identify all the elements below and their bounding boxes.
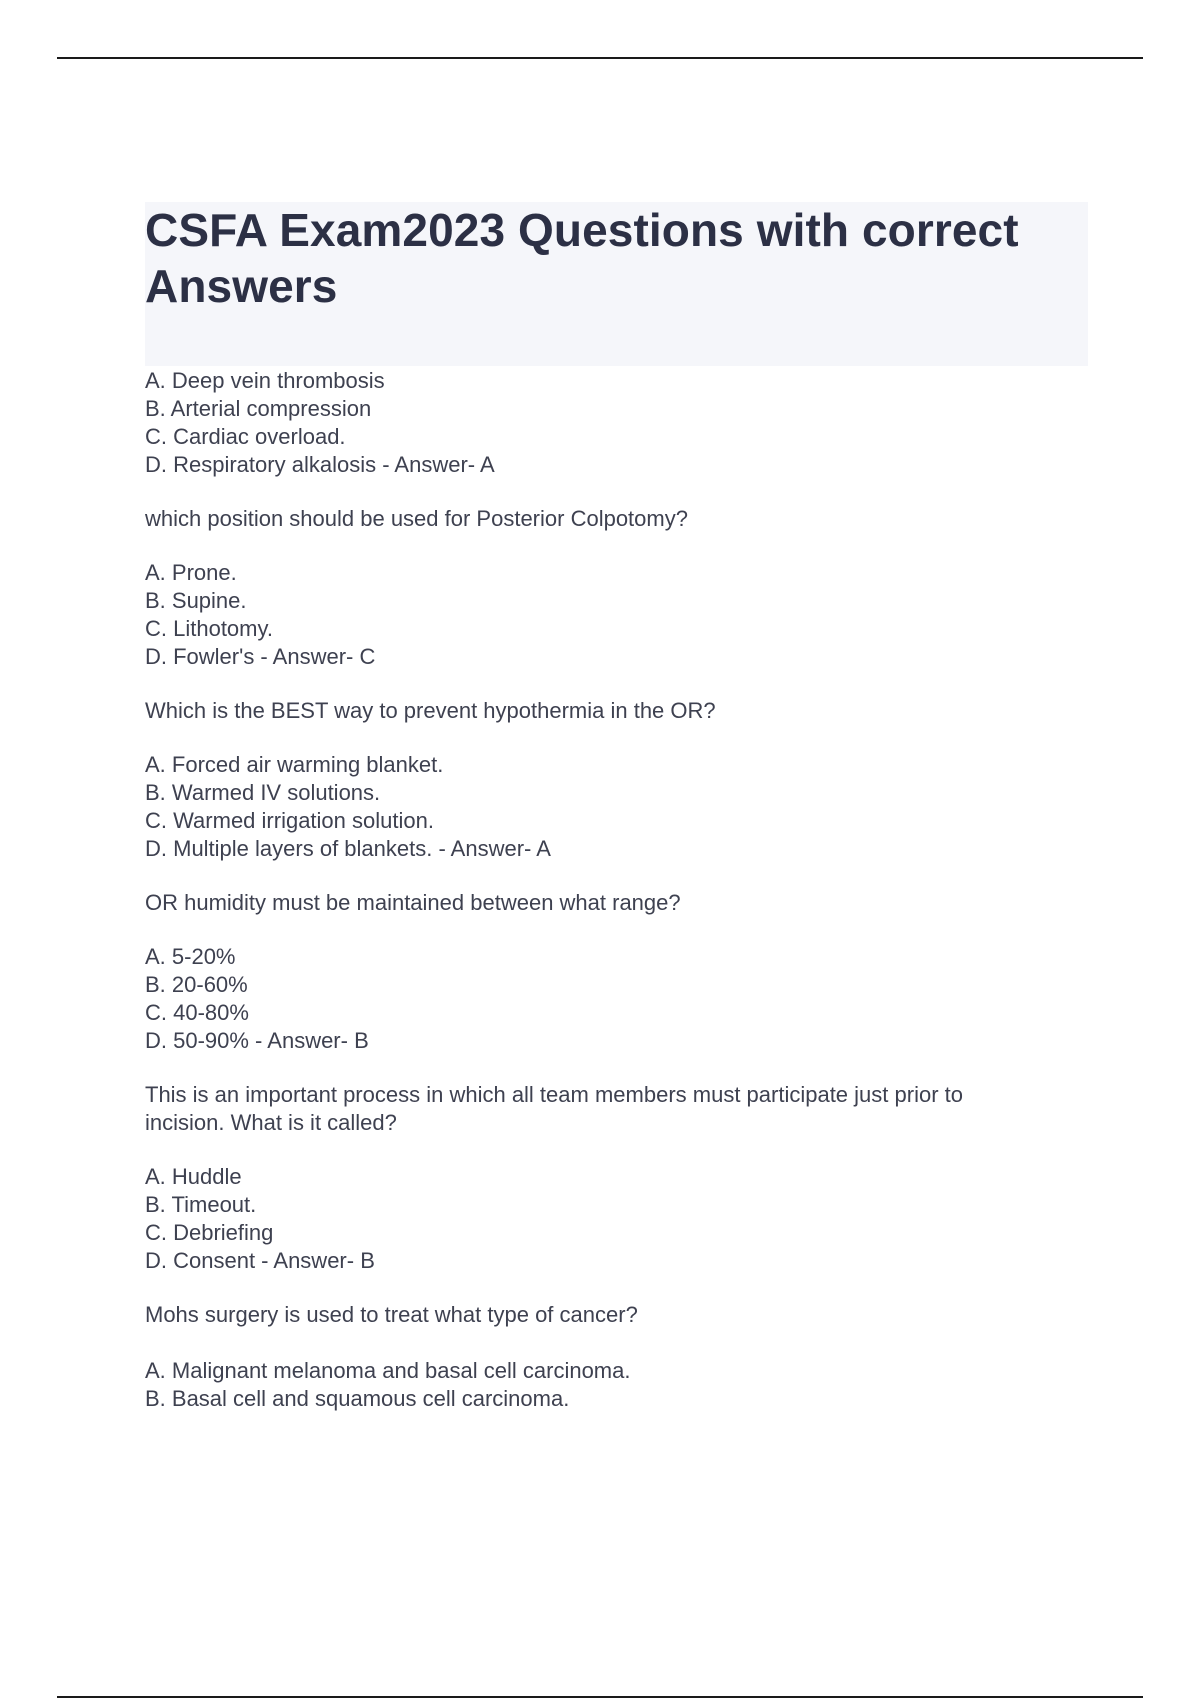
option-1a: A. Deep vein thrombosis <box>145 368 385 393</box>
top-rule <box>57 57 1143 59</box>
title-line-1: CSFA Exam2023 Questions with correct <box>145 204 1019 256</box>
option-1d: D. Respiratory alkalosis - Answer- A <box>145 452 495 477</box>
question-6 <box>145 1301 1075 1413</box>
option-3a: A. Forced air warming blanket. <box>145 752 444 777</box>
question-3-prompt: Which is the BEST way to prevent hypothermia in the OR? <box>145 698 716 723</box>
option-2a: A. Prone. <box>145 560 237 585</box>
question-2 <box>145 505 1075 671</box>
title-line-2: Answers <box>145 260 338 312</box>
option-2b: B. Supine. <box>145 588 247 613</box>
question-5-prompt-line-2: incision. What is it called? <box>145 1110 397 1135</box>
question-4-prompt: OR humidity must be maintained between what range? <box>145 890 681 915</box>
question-4 <box>145 889 1075 1055</box>
question-6-prompt: Mohs surgery is used to treat what type of cancer? <box>145 1302 638 1327</box>
option-6b: B. Basal cell and squamous cell carcinoma. <box>145 1386 570 1411</box>
question-1 <box>145 367 1075 479</box>
option-5d: D. Consent - Answer- B <box>145 1248 375 1273</box>
option-1b: B. Arterial compression <box>145 396 372 421</box>
option-3d: D. Multiple layers of blankets. - Answer- A <box>145 836 551 861</box>
option-4c: C. 40-80% <box>145 1000 249 1025</box>
option-3b: B. Warmed IV solutions. <box>145 780 381 805</box>
question-5-prompt-line-1: This is an important process in which all team members must participate just prior to <box>145 1082 963 1107</box>
option-3c: C. Warmed irrigation solution. <box>145 808 434 833</box>
option-5c: C. Debriefing <box>145 1220 274 1245</box>
question-3 <box>145 697 1075 863</box>
document-body <box>145 367 1075 1413</box>
option-4a: A. 5-20% <box>145 944 236 969</box>
bottom-rule <box>57 1696 1143 1698</box>
question-2-prompt: which position should be used for Posterior Colpotomy? <box>145 506 688 531</box>
option-4d: D. 50-90% - Answer- B <box>145 1028 369 1053</box>
option-2c: C. Lithotomy. <box>145 616 273 641</box>
option-5a: A. Huddle <box>145 1164 242 1189</box>
option-1c: C. Cardiac overload. <box>145 424 346 449</box>
option-6a: A. Malignant melanoma and basal cell carcinoma. <box>145 1358 631 1383</box>
title-block <box>145 202 1088 366</box>
option-5b: B. Timeout. <box>145 1192 257 1217</box>
option-2d: D. Fowler's - Answer- C <box>145 644 376 669</box>
option-4b: B. 20-60% <box>145 972 248 997</box>
question-5 <box>145 1081 1075 1275</box>
document-title <box>145 202 1088 314</box>
